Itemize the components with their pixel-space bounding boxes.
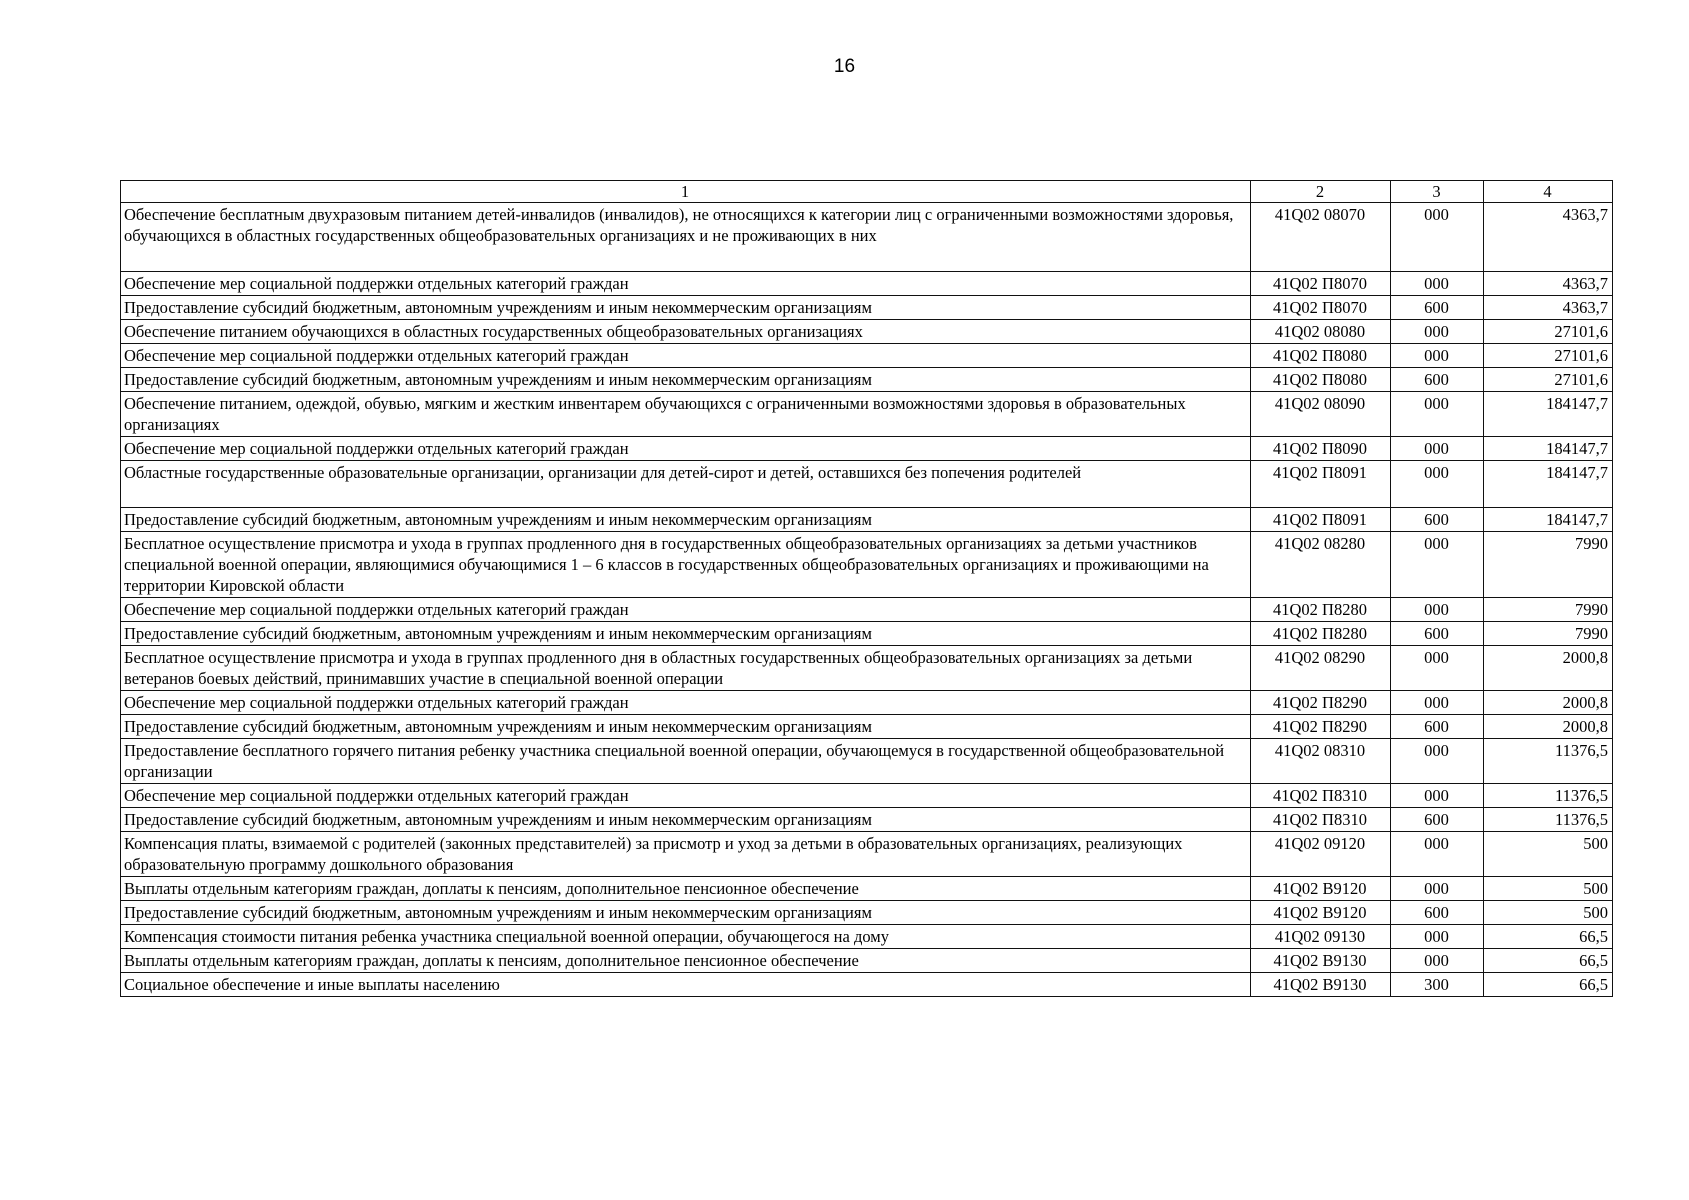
row-name: Выплаты отдельным категориям граждан, доплаты к пенсиям, дополнительное пенсионное обеспечение (121, 949, 1251, 973)
row-name: Предоставление субсидий бюджетным, автономным учреждениям и иным некоммерческим организациям (121, 715, 1251, 739)
row-amount: 4363,7 (1484, 203, 1613, 272)
row-amount: 500 (1484, 901, 1613, 925)
row-amount: 500 (1484, 877, 1613, 901)
row-amount: 27101,6 (1484, 368, 1613, 392)
row-amount: 27101,6 (1484, 344, 1613, 368)
table-row (121, 368, 1613, 392)
table-row (121, 203, 1613, 272)
row-name: Обеспечение бесплатным двухразовым питанием детей-инвалидов (инвалидов), не относящихся к категории лиц с ограниченными возможностями здоровья, обучающихся в областных государственных общеобразовательных организациях и не проживающих в них (121, 203, 1251, 272)
row-amount: 11376,5 (1484, 739, 1613, 784)
row-code: 41Q02 П8091 (1251, 508, 1391, 532)
row-name: Предоставление субсидий бюджетным, автономным учреждениям и иным некоммерческим организациям (121, 508, 1251, 532)
row-amount: 66,5 (1484, 973, 1613, 997)
row-code: 41Q02 П8290 (1251, 715, 1391, 739)
row-kvr: 000 (1391, 392, 1484, 437)
row-amount: 500 (1484, 832, 1613, 877)
row-code: 41Q02 П8070 (1251, 296, 1391, 320)
row-amount: 184147,7 (1484, 392, 1613, 437)
table-row (121, 392, 1613, 437)
table-row (121, 296, 1613, 320)
row-name: Обеспечение питанием обучающихся в областных государственных общеобразовательных организациях (121, 320, 1251, 344)
row-name: Предоставление субсидий бюджетным, автономным учреждениям и иным некоммерческим организациям (121, 901, 1251, 925)
row-amount: 11376,5 (1484, 808, 1613, 832)
row-amount: 66,5 (1484, 925, 1613, 949)
row-kvr: 000 (1391, 461, 1484, 508)
row-code: 41Q02 08080 (1251, 320, 1391, 344)
row-name: Обеспечение мер социальной поддержки отдельных категорий граждан (121, 598, 1251, 622)
row-code: 41Q02 В9120 (1251, 901, 1391, 925)
page-number: 16 (833, 56, 856, 77)
row-code: 41Q02 П8310 (1251, 784, 1391, 808)
table-row (121, 344, 1613, 368)
row-amount: 7990 (1484, 622, 1613, 646)
row-code: 41Q02 09120 (1251, 832, 1391, 877)
row-name: Предоставление субсидий бюджетным, автономным учреждениям и иным некоммерческим организациям (121, 808, 1251, 832)
row-code: 41Q02 П8290 (1251, 691, 1391, 715)
table-row (121, 320, 1613, 344)
row-kvr: 000 (1391, 203, 1484, 272)
row-amount: 184147,7 (1484, 461, 1613, 508)
header-col-1: 1 (121, 181, 1251, 203)
row-kvr: 600 (1391, 808, 1484, 832)
row-name: Обеспечение мер социальной поддержки отдельных категорий граждан (121, 344, 1251, 368)
table-row (121, 437, 1613, 461)
header-row (121, 181, 1613, 203)
row-code: 41Q02 В9120 (1251, 877, 1391, 901)
row-amount: 184147,7 (1484, 508, 1613, 532)
row-amount: 66,5 (1484, 949, 1613, 973)
row-code: 41Q02 П8310 (1251, 808, 1391, 832)
row-kvr: 000 (1391, 925, 1484, 949)
table-row (121, 532, 1613, 598)
row-kvr: 000 (1391, 646, 1484, 691)
row-code: 41Q02 08290 (1251, 646, 1391, 691)
row-amount: 184147,7 (1484, 437, 1613, 461)
row-kvr: 000 (1391, 949, 1484, 973)
row-code: 41Q02 В9130 (1251, 973, 1391, 997)
table-row (121, 272, 1613, 296)
row-name: Обеспечение питанием, одеждой, обувью, мягким и жестким инвентарем обучающихся с ограниченными возможностями здоровья в образовательных организациях (121, 392, 1251, 437)
table-row (121, 622, 1613, 646)
row-kvr: 000 (1391, 739, 1484, 784)
row-code: 41Q02 08280 (1251, 532, 1391, 598)
row-name: Социальное обеспечение и иные выплаты населению (121, 973, 1251, 997)
row-kvr: 600 (1391, 901, 1484, 925)
row-kvr: 000 (1391, 272, 1484, 296)
row-name: Предоставление субсидий бюджетным, автономным учреждениям и иным некоммерческим организациям (121, 368, 1251, 392)
table-row (121, 715, 1613, 739)
row-name: Обеспечение мер социальной поддержки отдельных категорий граждан (121, 784, 1251, 808)
row-kvr: 000 (1391, 832, 1484, 877)
table-row (121, 691, 1613, 715)
row-name: Обеспечение мер социальной поддержки отдельных категорий граждан (121, 272, 1251, 296)
row-code: 41Q02 П8280 (1251, 598, 1391, 622)
row-kvr: 600 (1391, 622, 1484, 646)
row-name: Обеспечение мер социальной поддержки отдельных категорий граждан (121, 691, 1251, 715)
row-kvr: 000 (1391, 691, 1484, 715)
row-code: 41Q02 П8090 (1251, 437, 1391, 461)
row-amount: 4363,7 (1484, 296, 1613, 320)
table-row (121, 646, 1613, 691)
row-code: 41Q02 08070 (1251, 203, 1391, 272)
row-kvr: 600 (1391, 296, 1484, 320)
table-row (121, 508, 1613, 532)
row-amount: 4363,7 (1484, 272, 1613, 296)
row-amount: 27101,6 (1484, 320, 1613, 344)
row-name: Областные государственные образовательные организации, организации для детей-сирот и детей, оставшихся без попечения родителей (121, 461, 1251, 508)
table-row (121, 973, 1613, 997)
header-col-4: 4 (1484, 181, 1613, 203)
row-code: 41Q02 08310 (1251, 739, 1391, 784)
row-name: Предоставление субсидий бюджетным, автономным учреждениям и иным некоммерческим организациям (121, 296, 1251, 320)
table-row (121, 901, 1613, 925)
row-kvr: 600 (1391, 368, 1484, 392)
row-name: Бесплатное осуществление присмотра и ухода в группах продленного дня в государственных общеобразовательных организациях за детьми участников специальной военной операции, являющимися обучающимися 1 – 6 классов в государственных общеобразовательных организациях и проживающими на территории Кировской области (121, 532, 1251, 598)
row-code: 41Q02 П8070 (1251, 272, 1391, 296)
table-row (121, 832, 1613, 877)
row-code: 41Q02 П8091 (1251, 461, 1391, 508)
row-code: 41Q02 П8080 (1251, 368, 1391, 392)
row-kvr: 000 (1391, 437, 1484, 461)
budget-table (120, 180, 1613, 997)
row-amount: 7990 (1484, 532, 1613, 598)
table-row (121, 925, 1613, 949)
row-name: Бесплатное осуществление присмотра и ухода в группах продленного дня в областных государственных общеобразовательных организациях за детьми ветеранов боевых действий, принимавших участие в специальной военной операции (121, 646, 1251, 691)
row-code: 41Q02 П8280 (1251, 622, 1391, 646)
header-col-3: 3 (1391, 181, 1484, 203)
row-kvr: 600 (1391, 508, 1484, 532)
table-row (121, 808, 1613, 832)
row-name: Выплаты отдельным категориям граждан, доплаты к пенсиям, дополнительное пенсионное обеспечение (121, 877, 1251, 901)
row-kvr: 000 (1391, 320, 1484, 344)
row-name: Обеспечение мер социальной поддержки отдельных категорий граждан (121, 437, 1251, 461)
row-amount: 11376,5 (1484, 784, 1613, 808)
table-row (121, 461, 1613, 508)
row-kvr: 300 (1391, 973, 1484, 997)
table-row (121, 739, 1613, 784)
row-code: 41Q02 В9130 (1251, 949, 1391, 973)
row-code: 41Q02 09130 (1251, 925, 1391, 949)
row-amount: 2000,8 (1484, 691, 1613, 715)
row-kvr: 600 (1391, 715, 1484, 739)
row-amount: 2000,8 (1484, 715, 1613, 739)
table-row (121, 598, 1613, 622)
row-name: Компенсация платы, взимаемой с родителей (законных представителей) за присмотр и уход за детьми в образовательных организациях, реализующих образовательную программу дошкольного образования (121, 832, 1251, 877)
table-row (121, 784, 1613, 808)
header-col-2: 2 (1251, 181, 1391, 203)
row-kvr: 000 (1391, 532, 1484, 598)
row-name: Предоставление бесплатного горячего питания ребенку участника специальной военной операции, обучающемуся в государственной общеобразовательной организации (121, 739, 1251, 784)
row-name: Предоставление субсидий бюджетным, автономным учреждениям и иным некоммерческим организациям (121, 622, 1251, 646)
row-code: 41Q02 П8080 (1251, 344, 1391, 368)
row-name: Компенсация стоимости питания ребенка участника специальной военной операции, обучающегося на дому (121, 925, 1251, 949)
row-amount: 2000,8 (1484, 646, 1613, 691)
table-row (121, 877, 1613, 901)
row-amount: 7990 (1484, 598, 1613, 622)
row-kvr: 000 (1391, 784, 1484, 808)
row-code: 41Q02 08090 (1251, 392, 1391, 437)
row-kvr: 000 (1391, 598, 1484, 622)
row-kvr: 000 (1391, 344, 1484, 368)
row-kvr: 000 (1391, 877, 1484, 901)
table-row (121, 949, 1613, 973)
